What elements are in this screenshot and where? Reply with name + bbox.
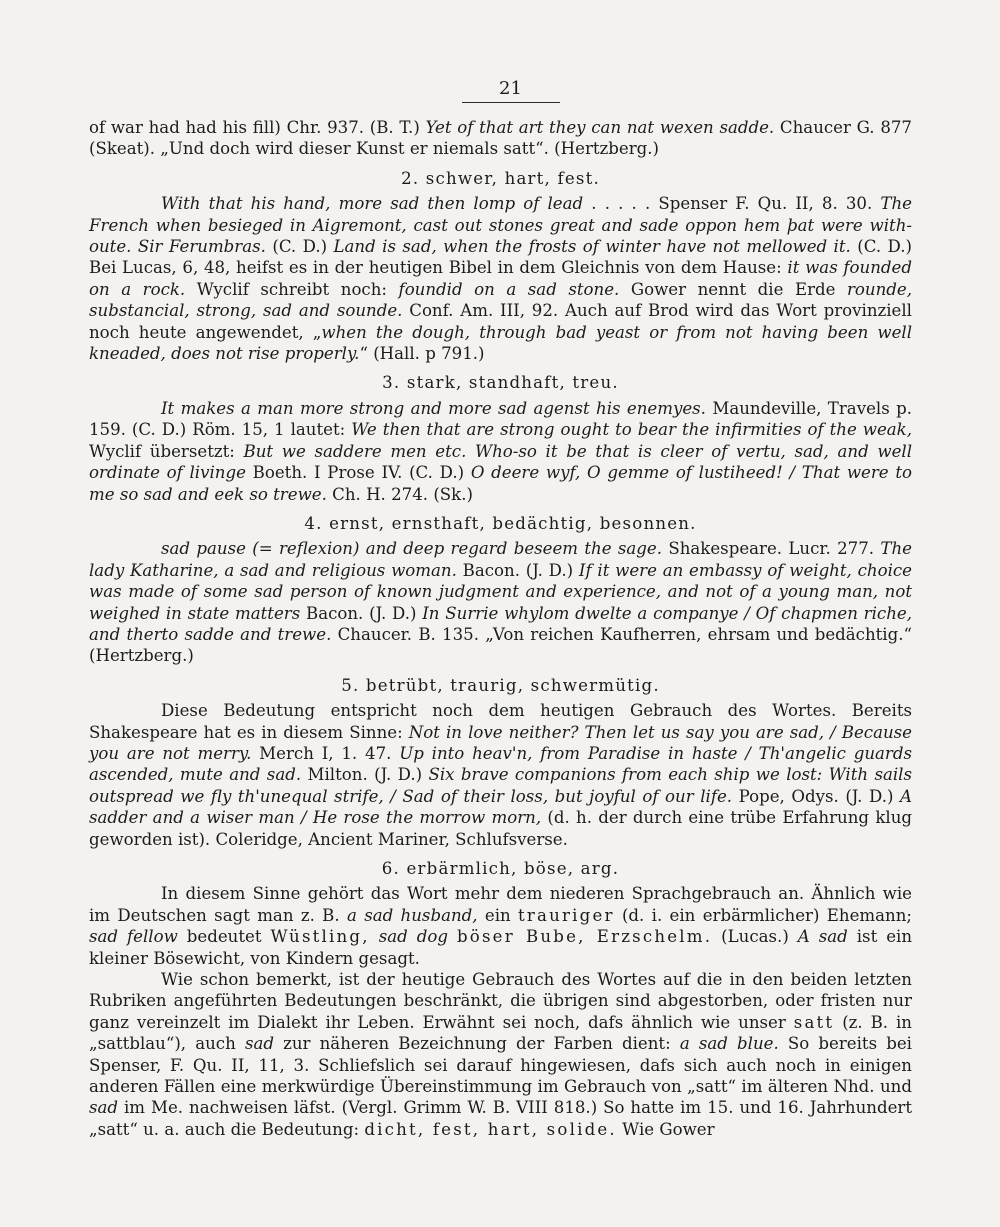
paragraph-4 bbox=[89, 538, 912, 666]
text-run: Maundeville, Travels p. 159. (C. D.) Röm. 15, 1 lautet: bbox=[89, 398, 912, 440]
text-run: Chaucer. B. 135. „Von reichen Kaufherren, ehrsam und bedächtig.“ (Hertzberg.) bbox=[89, 624, 912, 666]
text-run: . . . . . Spenser F. Qu. II, 8. 30. bbox=[583, 194, 881, 214]
quote-run: a sad husband, bbox=[346, 905, 478, 925]
quote-run: a sad blue. bbox=[679, 1034, 779, 1054]
section-heading-4: 4. ernst, ernsthaft, bedächtig, besonnen. bbox=[304, 513, 697, 533]
quote-run: But we saddere men etc. Who-so it be that is cleer of vertu, sad, and well ordinate of livinge bbox=[89, 441, 913, 483]
text-run: Wyclif schreibt noch: bbox=[185, 279, 399, 299]
text-run: Ch. H. 274. (Sk.) bbox=[326, 484, 473, 504]
quote-run: O deere wyf, O gemme of lustiheed! / That were to me so sad and eek so trewe. bbox=[89, 463, 913, 504]
quote-run: Yet of that art they can nat wexen sadde. bbox=[425, 118, 775, 137]
paragraph-2 bbox=[89, 193, 912, 364]
quote-run: sad pause (= reflexion) and deep regard beseem the sage. bbox=[161, 539, 663, 559]
quote-run: We then that are strong ought to bear the infirmities of the weak, bbox=[351, 420, 912, 440]
text-run: So bereits bei Spenser, F. Qu. II, 11, 3. Schliefslich sei darauf hingewiesen, dafs sich auch noch in einigen anderen Fällen eine merkwürdige Übereinstimmung im Gebrauch von „satt“ im älteren Nhd. und bbox=[89, 1034, 912, 1097]
text-run: Shakespeare. Lucr. 277. bbox=[662, 539, 881, 559]
text-run: (C. D.) bbox=[265, 237, 334, 257]
section-heading-2: 2. schwer, hart, fest. bbox=[401, 168, 600, 188]
quote-run: sad bbox=[89, 1098, 119, 1118]
text-run: Conf. Am. III, 92. Auch auf Brod wird das Wort provinziell noch heute angewendet, „ bbox=[89, 301, 912, 342]
spaced-run: Wüstling, bbox=[270, 927, 370, 947]
quote-run: The lady Katharine, a sad and religious woman. bbox=[89, 539, 912, 580]
text-run: (Lucas.) bbox=[712, 927, 798, 947]
quote-run: A sadder and a wiser man / He rose the morrow morn, bbox=[89, 786, 912, 828]
paragraph-1 bbox=[89, 117, 912, 160]
quote-run: Six brave companions from each ship we lost: With sails outspread we fly th'unequal strife, / Sad of their loss, but joyful of our life. bbox=[89, 765, 912, 806]
page-number-rule bbox=[462, 102, 560, 103]
text-run bbox=[370, 927, 379, 946]
paragraph-6 bbox=[89, 883, 912, 969]
text-run: (d. h. der durch eine trübe Erfahrung klug geworden ist). Coleridge, Ancient Mariner, Schlufsverse. bbox=[89, 808, 913, 849]
spaced-run: böser Bube, Erzschelm. bbox=[456, 927, 713, 947]
text-run: im Me. nachweisen läfst. (Vergl. Grimm W. B. VIII 818.) So hatte im 15. und 16. Jahrhundert „satt“ u. a. auch die Bedeutung: bbox=[89, 1098, 912, 1139]
quote-run: rounde, substancial, strong, sad and sounde. bbox=[89, 279, 912, 321]
quote-run: sad dog bbox=[378, 927, 448, 947]
text-run: Bacon. (J. D.) bbox=[456, 560, 579, 580]
quote-run: If it were an embassy of weight, choice was made of some sad person of known judgment and experience, and not of a young man, not weighed in state matters bbox=[89, 560, 912, 623]
text-run: Wyclif übersetzt: bbox=[89, 441, 244, 461]
spaced-run: satt bbox=[793, 1012, 835, 1032]
quote-run: Land is sad, when the frosts of winter have not mellowed it. bbox=[333, 237, 851, 257]
text-run: ist ein kleiner Bösewicht, von Kindern gesagt. bbox=[89, 927, 913, 968]
text-run: (C. D.) Bei Lucas, 6, 48, heifst es in der heutigen Bibel in dem Gleichnis von dem Hause: bbox=[89, 237, 912, 278]
text-run: In diesem Sinne gehört das Wort mehr dem niederen Sprachgebrauch an. Ähnlich wie im Deutschen sagt man z. B. bbox=[89, 884, 912, 925]
section-heading-3: 3. stark, standhaft, treu. bbox=[382, 373, 619, 393]
spaced-run: trauriger bbox=[518, 905, 615, 925]
text-run: zur näheren Bezeichnung der Farben dient: bbox=[273, 1034, 680, 1054]
quote-run: sad fellow bbox=[89, 927, 178, 947]
paragraph-7 bbox=[89, 969, 912, 1140]
quote-run: when the dough, through bad yeast or from not having been well kneaded, does not rise properly. bbox=[89, 322, 913, 364]
text-run: of war had had his fill) Chr. 937. (B. T.) bbox=[89, 118, 426, 137]
text-run: (z. B. in „sattblau“), auch bbox=[89, 1012, 912, 1054]
quote-run: it was founded on a rock. bbox=[89, 258, 912, 299]
text-run: “ (Hall. p 791.) bbox=[359, 344, 485, 364]
text-run: Wie schon bemerkt, ist der heutige Gebrauch des Wortes auf die in den beiden letzten Rubriken angeführten Bedeutungen beschränkt, die übrigen sind abgestorben, oder fristen nur ganz vereinzelt im Dialekt ihr Leben. Erwähnt sei noch, dafs ähnlich wie unser bbox=[89, 970, 912, 1032]
page-number: 21 bbox=[499, 78, 522, 99]
paragraph-5 bbox=[89, 700, 912, 850]
text-run: Pope, Odys. (J. D.) bbox=[732, 786, 901, 806]
section-heading-6: 6. erbärmlich, böse, arg. bbox=[381, 859, 620, 878]
quote-run: The French when besieged in Aigremont, cast out stones great and sade oppon hem þat were with-oute. Sir Ferumbras. bbox=[89, 194, 912, 257]
text-run: Merch I, 1. 47. bbox=[251, 743, 400, 763]
text-run: bedeutet bbox=[177, 927, 271, 947]
quote-run: It makes a man more strong and more sad agenst his enemyes. bbox=[161, 398, 706, 418]
quote-run: Not in love neither? Then let us say you are sad, / Because you are not merry. bbox=[89, 722, 913, 763]
text-run: ein bbox=[477, 905, 519, 925]
text-run: Boeth. I Prose IV. (C. D.) bbox=[245, 463, 471, 483]
text-run: Gower nennt die Erde bbox=[619, 279, 847, 299]
quote-run: sad bbox=[244, 1034, 274, 1054]
section-heading-5: 5. betrübt, traurig, schwermütig. bbox=[341, 675, 660, 695]
text-run: (d. i. ein erbärmlicher) Ehemann; bbox=[614, 905, 912, 925]
spaced-run: dicht, fest, hart, solide. bbox=[364, 1119, 617, 1139]
text-run: Chaucer G. 877 (Skeat). „Und doch wird dieser Kunst er niemals satt“. (Hertzberg.) bbox=[89, 118, 912, 159]
text-run bbox=[448, 927, 457, 946]
quote-run: In Surrie whylom dwelte a companye / Of chapmen riche, and therto sadde and trewe. bbox=[89, 603, 912, 644]
quote-run: Up into heav'n, from Paradise in haste / Th'angelic guards ascended, mute and sad. bbox=[89, 743, 913, 785]
quote-run: foundid on a sad stone. bbox=[398, 279, 620, 299]
text-run: Milton. (J. D.) bbox=[301, 765, 429, 785]
quote-run: With that his hand, more sad then lomp of lead bbox=[161, 194, 584, 214]
text-run: Wie Gower bbox=[616, 1119, 715, 1139]
text-run: Diese Bedeutung entspricht noch dem heutigen Gebrauch des Wortes. Bereits Shakespeare hat es in diesem Sinne: bbox=[89, 701, 912, 742]
paragraph-3 bbox=[89, 398, 912, 505]
quote-run: A sad bbox=[797, 927, 848, 947]
text-run: Bacon. (J. D.) bbox=[300, 603, 423, 623]
